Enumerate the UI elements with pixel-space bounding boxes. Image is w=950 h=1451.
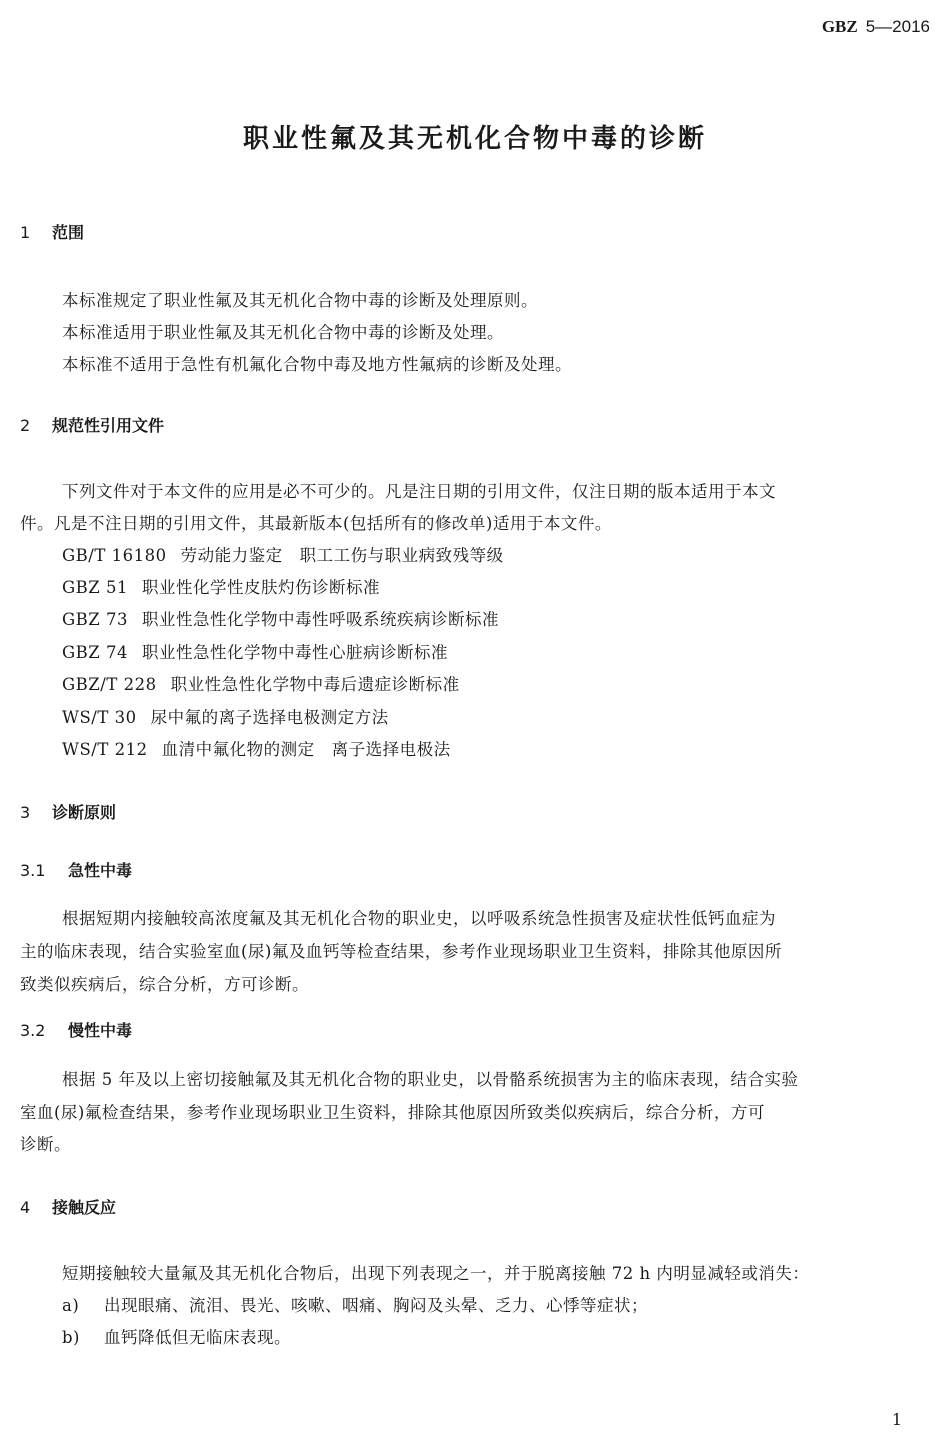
subsection-title: 慢性中毒 — [68, 1021, 133, 1040]
paragraph: 下列文件对于本文件的应用是必不可少的。凡是注日期的引用文件，仅注日期的版本适用于本文 — [62, 482, 776, 501]
paragraph: 本标准规定了职业性氟及其无机化合物中毒的诊断及处理原则。 — [62, 291, 538, 310]
list-item — [62, 1324, 291, 1348]
reference-item — [62, 574, 380, 598]
reference-item — [62, 606, 499, 630]
section-title: 范围 — [52, 223, 85, 242]
list-item — [62, 1292, 648, 1316]
section-4-heading — [20, 1195, 116, 1218]
subsection-3-1-heading — [20, 858, 132, 881]
reference-title: 职业性急性化学物中毒后遗症诊断标准 — [170, 675, 460, 694]
reference-title: 职业性急性化学物中毒性心脏病诊断标准 — [142, 643, 449, 662]
reference-item — [62, 671, 460, 695]
reference-code: GBZ 73 — [62, 610, 129, 629]
section-number: 4 — [20, 1198, 31, 1217]
paragraph-continued: 主的临床表现，结合实验室血(尿)氟及血钙等检查结果，参考作业现场职业卫生资料，排除其他原因所 — [20, 942, 782, 961]
reference-code: GBZ 74 — [62, 643, 129, 662]
section-3-heading — [20, 800, 116, 823]
reference-item — [62, 542, 504, 566]
paragraph: 本标准适用于职业性氟及其无机化合物中毒的诊断及处理。 — [62, 323, 504, 342]
reference-code: GBZ/T 228 — [62, 675, 157, 694]
reference-item — [62, 736, 451, 760]
paragraph: 根据短期内接触较高浓度氟及其无机化合物的职业史，以呼吸系统急性损害及症状性低钙血症为 — [62, 909, 776, 928]
section-title: 接触反应 — [52, 1198, 117, 1217]
paragraph: 根据 5 年及以上密切接触氟及其无机化合物的职业史，以骨骼系统损害为主的临床表现，结合实验 — [62, 1070, 799, 1089]
subsection-number: 3.1 — [20, 861, 46, 880]
document-title: 职业性氟及其无机化合物中毒的诊断 — [242, 124, 707, 154]
section-title: 规范性引用文件 — [52, 416, 165, 435]
standard-number: 5—2016 — [865, 17, 930, 36]
section-number: 1 — [20, 223, 31, 242]
section-2-heading — [20, 413, 164, 436]
reference-code: WS/T 212 — [62, 740, 148, 759]
reference-code: WS/T 30 — [62, 708, 137, 727]
list-text: 血钙降低但无临床表现。 — [104, 1328, 291, 1347]
section-title: 诊断原则 — [52, 803, 117, 822]
section-number: 2 — [20, 416, 31, 435]
subsection-number: 3.2 — [20, 1021, 46, 1040]
page-number: 1 — [891, 1410, 902, 1429]
section-number: 3 — [20, 803, 31, 822]
reference-title: 职业性急性化学物中毒性呼吸系统疾病诊断标准 — [142, 610, 500, 629]
paragraph-continued: 室血(尿)氟检查结果，参考作业现场职业卫生资料，排除其他原因所致类似疾病后，综合分析，方可 — [20, 1103, 765, 1122]
reference-title: 劳动能力鉴定 职工工伤与职业病致残等级 — [180, 546, 504, 565]
reference-title: 职业性化学性皮肤灼伤诊断标准 — [142, 578, 381, 597]
reference-item — [62, 639, 448, 663]
paragraph-continued: 致类似疾病后，综合分析，方可诊断。 — [20, 975, 309, 994]
paragraph-continued: 诊断。 — [20, 1135, 71, 1154]
reference-title: 尿中氟的离子选择电极测定方法 — [150, 708, 389, 727]
subsection-3-2-heading — [20, 1018, 132, 1041]
paragraph: 短期接触较大量氟及其无机化合物后，出现下列表现之一，并于脱离接触 72 h 内明显减轻或消失： — [62, 1264, 810, 1283]
reference-item — [62, 704, 389, 728]
reference-title: 血清中氟化物的测定 离子选择电极法 — [161, 740, 451, 759]
subsection-title: 急性中毒 — [68, 861, 133, 880]
paragraph-continued: 件。凡是不注日期的引用文件，其最新版本(包括所有的修改单)适用于本文件。 — [20, 514, 612, 533]
list-text: 出现眼痛、流泪、畏光、咳嗽、咽痛、胸闷及头晕、乏力、心悸等症状； — [104, 1296, 648, 1315]
section-1-heading — [20, 220, 84, 243]
list-marker: a) — [62, 1296, 80, 1315]
list-marker: b) — [62, 1328, 80, 1347]
reference-code: GB/T 16180 — [62, 546, 167, 565]
standard-code-header — [822, 17, 930, 37]
paragraph: 本标准不适用于急性有机氟化合物中毒及地方性氟病的诊断及处理。 — [62, 355, 572, 374]
standard-prefix: GBZ — [821, 17, 858, 36]
reference-code: GBZ 51 — [62, 578, 129, 597]
